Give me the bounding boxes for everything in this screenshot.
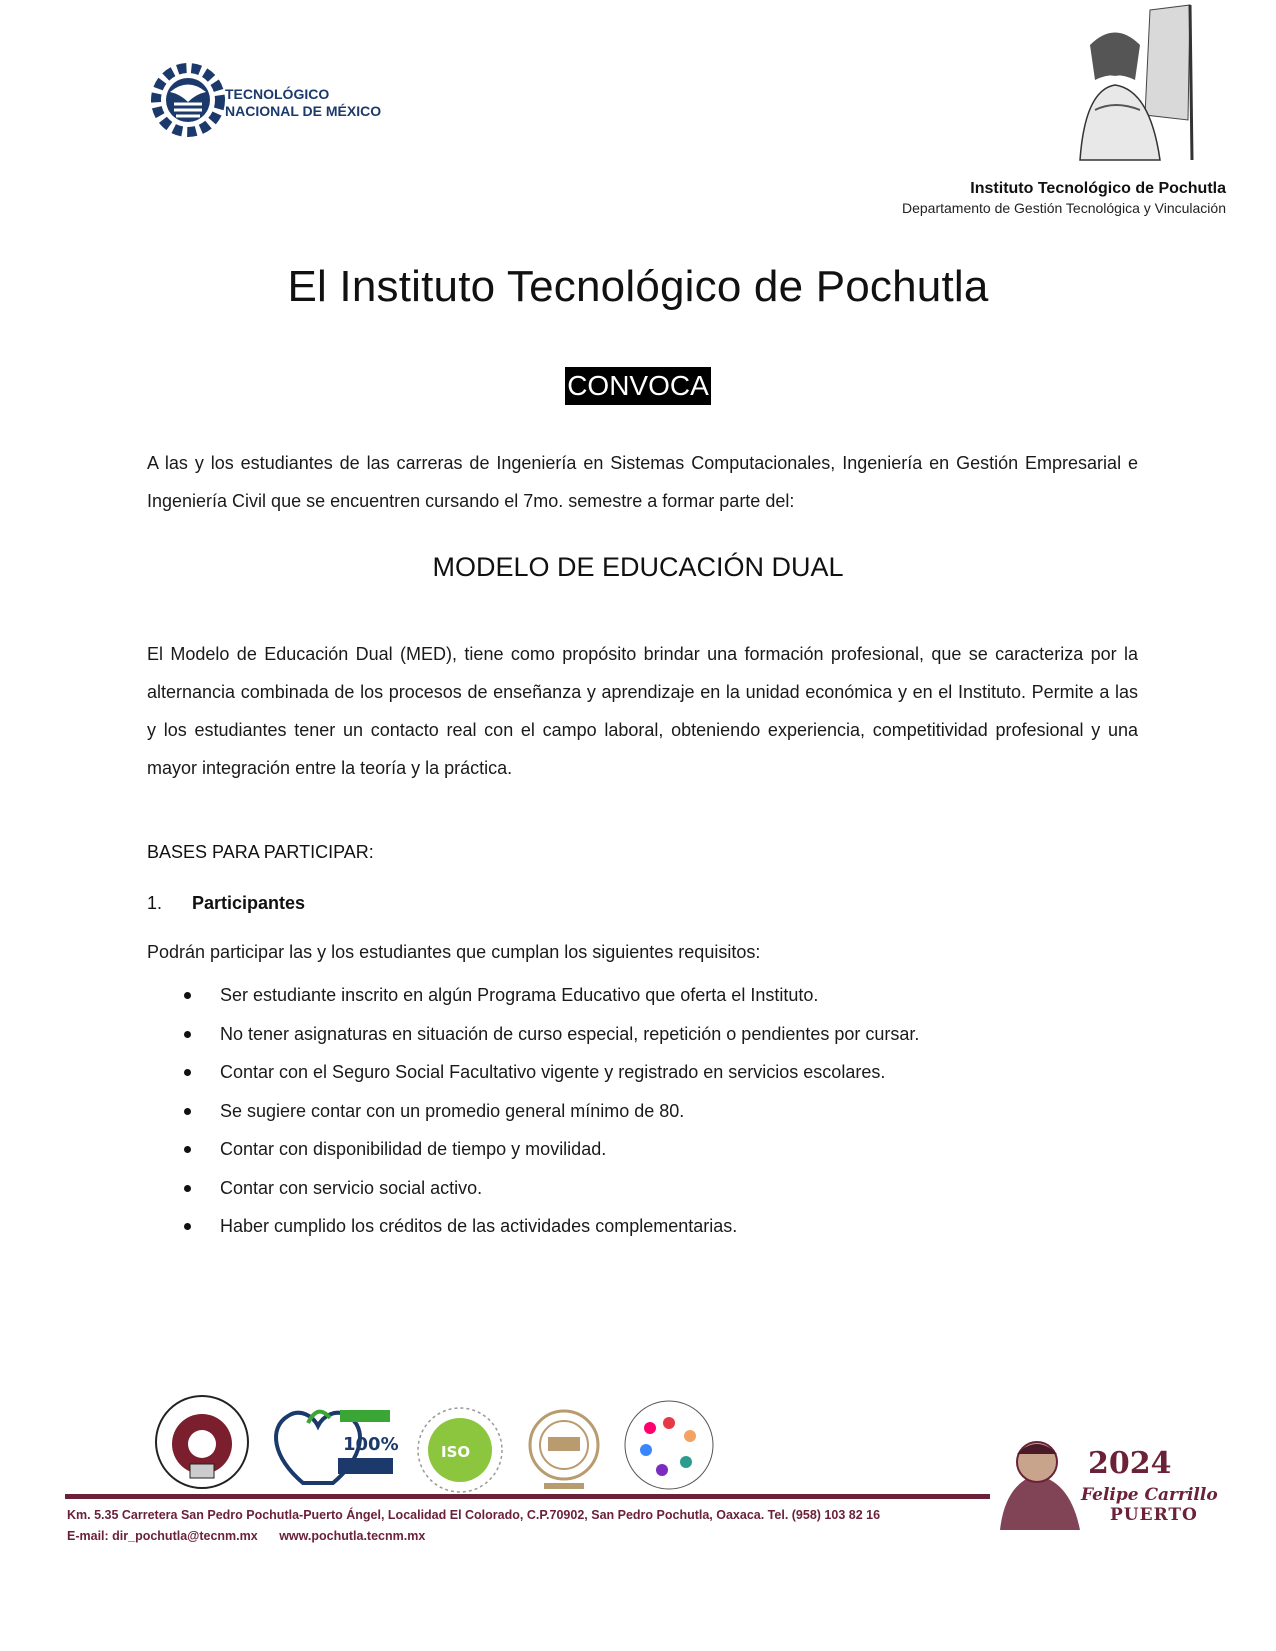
model-title: MODELO DE EDUCACIÓN DUAL bbox=[432, 552, 844, 582]
list-item: Ser estudiante inscrito en algún Programa Educativo que oferta el Instituto. bbox=[182, 976, 919, 1015]
tecnm-emblem-icon bbox=[148, 52, 228, 147]
plastic-free-seal-icon bbox=[268, 1398, 398, 1490]
institute-name: Instituto Tecnológico de Pochutla bbox=[970, 180, 1226, 197]
heroine-illustration bbox=[1040, 0, 1215, 170]
list-item: Contar con disponibilidad de tiempo y movilidad. bbox=[182, 1130, 919, 1169]
svg-text:ISO: ISO bbox=[441, 1443, 471, 1461]
svg-text:100%: 100% bbox=[343, 1434, 398, 1455]
equality-norm-seal-icon bbox=[622, 1398, 717, 1493]
convoca-label: CONVOCA bbox=[565, 367, 711, 405]
quality-management-seal-icon bbox=[524, 1405, 604, 1495]
section-title: Participantes bbox=[192, 893, 306, 913]
footer-website[interactable]: www.pochutla.tecnm.mx bbox=[279, 1529, 426, 1543]
commemoration-place: PUERTO bbox=[1110, 1505, 1198, 1525]
list-item: No tener asignaturas en situación de curso especial, repetición o pendientes por cursar. bbox=[182, 1015, 919, 1054]
intro-paragraph: A las y los estudiantes de las carreras de Ingeniería en Sistemas Computacionales, Ingeniería en Gestión Empresarial e Ingeniería Civil que se encuentren cursando el 7mo. semestre a formar parte del: bbox=[147, 453, 1138, 511]
requirements-intro: Podrán participar las y los estudiantes que cumplan los siguientes requisitos: bbox=[147, 942, 761, 962]
commemoration-name: Felipe Carrillo bbox=[1081, 1485, 1218, 1505]
list-item: Se sugiere contar con un promedio general mínimo de 80. bbox=[182, 1092, 919, 1131]
year-badge: 2024 bbox=[1088, 1446, 1172, 1481]
footer-address: Km. 5.35 Carretera San Pedro Pochutla-Puerto Ángel, Localidad El Colorado, C.P.70902, San Pedro Pochutla, Oaxaca. Tel. (958) 103 82 16 bbox=[67, 1508, 881, 1522]
description-paragraph: El Modelo de Educación Dual (MED), tiene como propósito brindar una formación profesional, que se caracteriza por la alternancia combinada de los procesos de enseñanza y aprendizaje en la unidad económica y en el Instituto. Permite a las y los estudiantes tener un contacto real con el campo laboral, obteniendo experiencia, competitividad profesional y una mayor integración entre la teoría y la práctica. bbox=[147, 644, 1138, 778]
footer-divider bbox=[65, 1494, 990, 1499]
bases-heading: BASES PARA PARTICIPAR: bbox=[147, 842, 374, 862]
requirements-list bbox=[182, 976, 919, 1246]
list-item: Contar con servicio social activo. bbox=[182, 1169, 919, 1208]
footer-contact bbox=[67, 1529, 425, 1543]
department-name: Departamento de Gestión Tecnológica y Vinculación bbox=[901, 200, 1226, 216]
convoca-banner bbox=[0, 367, 1276, 405]
section-number: 1. bbox=[147, 893, 163, 913]
page-title: El Instituto Tecnológico de Pochutla bbox=[287, 262, 989, 311]
tecnm-logo-text: TECNOLÓGICO NACIONAL DE MÉXICO bbox=[225, 86, 382, 119]
list-item: Haber cumplido los créditos de las actividades complementarias. bbox=[182, 1207, 919, 1246]
list-item: Contar con el Seguro Social Facultativo vigente y registrado en servicios escolares. bbox=[182, 1053, 919, 1092]
iso-14001-seal-icon bbox=[414, 1405, 506, 1495]
footer-email[interactable]: E-mail: dir_pochutla@tecnm.mx bbox=[67, 1529, 258, 1543]
itp-seal-icon bbox=[152, 1392, 252, 1492]
